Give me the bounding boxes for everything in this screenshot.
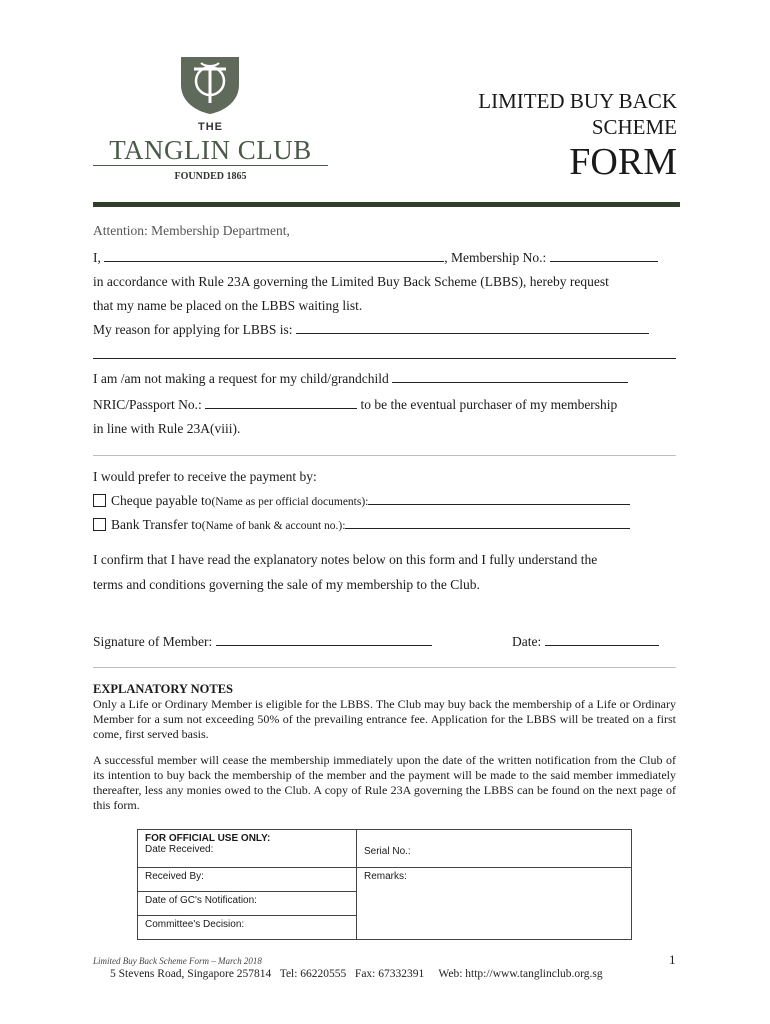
official-cell-received-by xyxy=(138,868,357,892)
nric-field[interactable] xyxy=(205,408,357,409)
logo-the: THE xyxy=(198,121,223,133)
confirm-line-2: terms and conditions governing the sale of my membership to the Club. xyxy=(93,577,480,592)
reason-field[interactable] xyxy=(296,333,649,334)
bank-account-field[interactable] xyxy=(345,528,630,529)
payment-label: I would prefer to receive the payment by: xyxy=(93,469,317,484)
serial-no-label: Serial No.: xyxy=(364,846,411,857)
confirm-line-1: I confirm that I have read the explanatory notes below on this form and I fully understand the xyxy=(93,552,598,567)
committee-decision-label: Committee's Decision: xyxy=(145,919,245,930)
nric-suffix: to be the eventual purchaser of my membership xyxy=(360,397,618,412)
child-name-field[interactable] xyxy=(392,382,628,383)
date-label: Date: xyxy=(512,634,542,649)
logo-club-name: TANGLIN CLUB xyxy=(109,135,312,165)
official-heading: FOR OFFICIAL USE ONLY: xyxy=(145,833,271,844)
official-cell-gc-notification xyxy=(138,892,357,916)
date-received-label: Date Received: xyxy=(145,844,214,855)
membership-no-label: , Membership No.: xyxy=(444,250,547,265)
signature-line xyxy=(93,634,676,650)
gc-notification-label: Date of GC's Notification: xyxy=(145,895,257,906)
logo-founded: FOUNDED 1865 xyxy=(174,171,247,182)
remarks-label: Remarks: xyxy=(364,871,407,882)
membership-no-field[interactable] xyxy=(550,261,658,262)
official-cell-remarks xyxy=(357,868,632,940)
footer-page-number: 1 xyxy=(669,952,676,967)
received-by-label: Received By: xyxy=(145,871,204,882)
reason-label: My reason for applying for LBBS is: xyxy=(93,322,293,337)
date-group xyxy=(512,634,659,650)
bank-label: Bank Transfer to xyxy=(111,517,202,532)
date-field[interactable] xyxy=(545,645,659,646)
bank-note: (Name of bank & account no.): xyxy=(201,520,346,532)
signature-label: Signature of Member: xyxy=(93,634,213,649)
form-title xyxy=(478,88,677,184)
nric-label: NRIC/Passport No.: xyxy=(93,397,202,412)
cheque-note: (Name as per official documents): xyxy=(211,496,369,508)
club-crest-icon xyxy=(179,55,241,115)
official-use-table xyxy=(137,829,632,940)
logo-underline xyxy=(93,165,328,166)
applicant-line xyxy=(93,250,658,266)
footer-form-ref: Limited Buy Back Scheme Form – March 2018 xyxy=(93,956,262,966)
notes-paragraph-1: Only a Life or Ordinary Member is eligible for the LBBS. The Club may buy back the membership of a Life or Ordinary Member for a sum not exceeding 50% of the prevailing entrance fee. Application for the LBBS will be treated on a first come, first served basis. xyxy=(93,697,676,741)
notes-heading: EXPLANATORY NOTES xyxy=(93,682,233,696)
nric-line xyxy=(93,397,617,413)
footer-address: 5 Stevens Road, Singapore 257814 Tel: 66220555 Fax: 67332391 Web: http://www.tanglinclub.org.sg xyxy=(110,968,603,980)
title-line3: FORM xyxy=(569,141,677,183)
signature-field[interactable] xyxy=(216,645,432,646)
child-line xyxy=(93,371,628,387)
child-label: I am /am not making a request for my child/grandchild xyxy=(93,371,389,386)
official-cell-committee-decision xyxy=(138,916,357,940)
notes-paragraph-2: A successful member will cease the membership immediately upon the date of the written notification from the Club of its intention to buy back the membership of the member and the payment will be made to the said member immediately thereafter, less any monies owed to the Club. A copy of Rule 23A governing the LBBS can be found on the next page of this form. xyxy=(93,753,676,812)
header-rule xyxy=(93,202,680,207)
reason-line xyxy=(93,322,649,338)
bank-option xyxy=(93,517,630,533)
divider-2 xyxy=(93,667,676,668)
i-label: I, xyxy=(93,250,101,265)
divider-1 xyxy=(93,455,676,456)
official-cell-date-received xyxy=(138,830,357,868)
club-logo xyxy=(93,55,328,185)
rule-line-1: in accordance with Rule 23A governing the Limited Buy Back Scheme (LBBS), hereby request xyxy=(93,274,609,289)
bank-transfer-checkbox[interactable] xyxy=(93,518,106,531)
title-line1: LIMITED BUY BACK xyxy=(478,89,677,113)
cheque-label: Cheque payable to xyxy=(111,493,212,508)
title-line2: SCHEME xyxy=(591,115,677,139)
cheque-option xyxy=(93,493,630,509)
attention-line: Attention: Membership Department, xyxy=(93,223,290,238)
rule-line-3: in line with Rule 23A(viii). xyxy=(93,421,241,436)
official-cell-serial xyxy=(357,830,632,868)
cheque-payee-field[interactable] xyxy=(368,504,630,505)
cheque-checkbox[interactable] xyxy=(93,494,106,507)
reason-field-continued[interactable] xyxy=(93,358,676,359)
member-name-field[interactable] xyxy=(104,261,444,262)
rule-line-2: that my name be placed on the LBBS waiting list. xyxy=(93,298,363,313)
